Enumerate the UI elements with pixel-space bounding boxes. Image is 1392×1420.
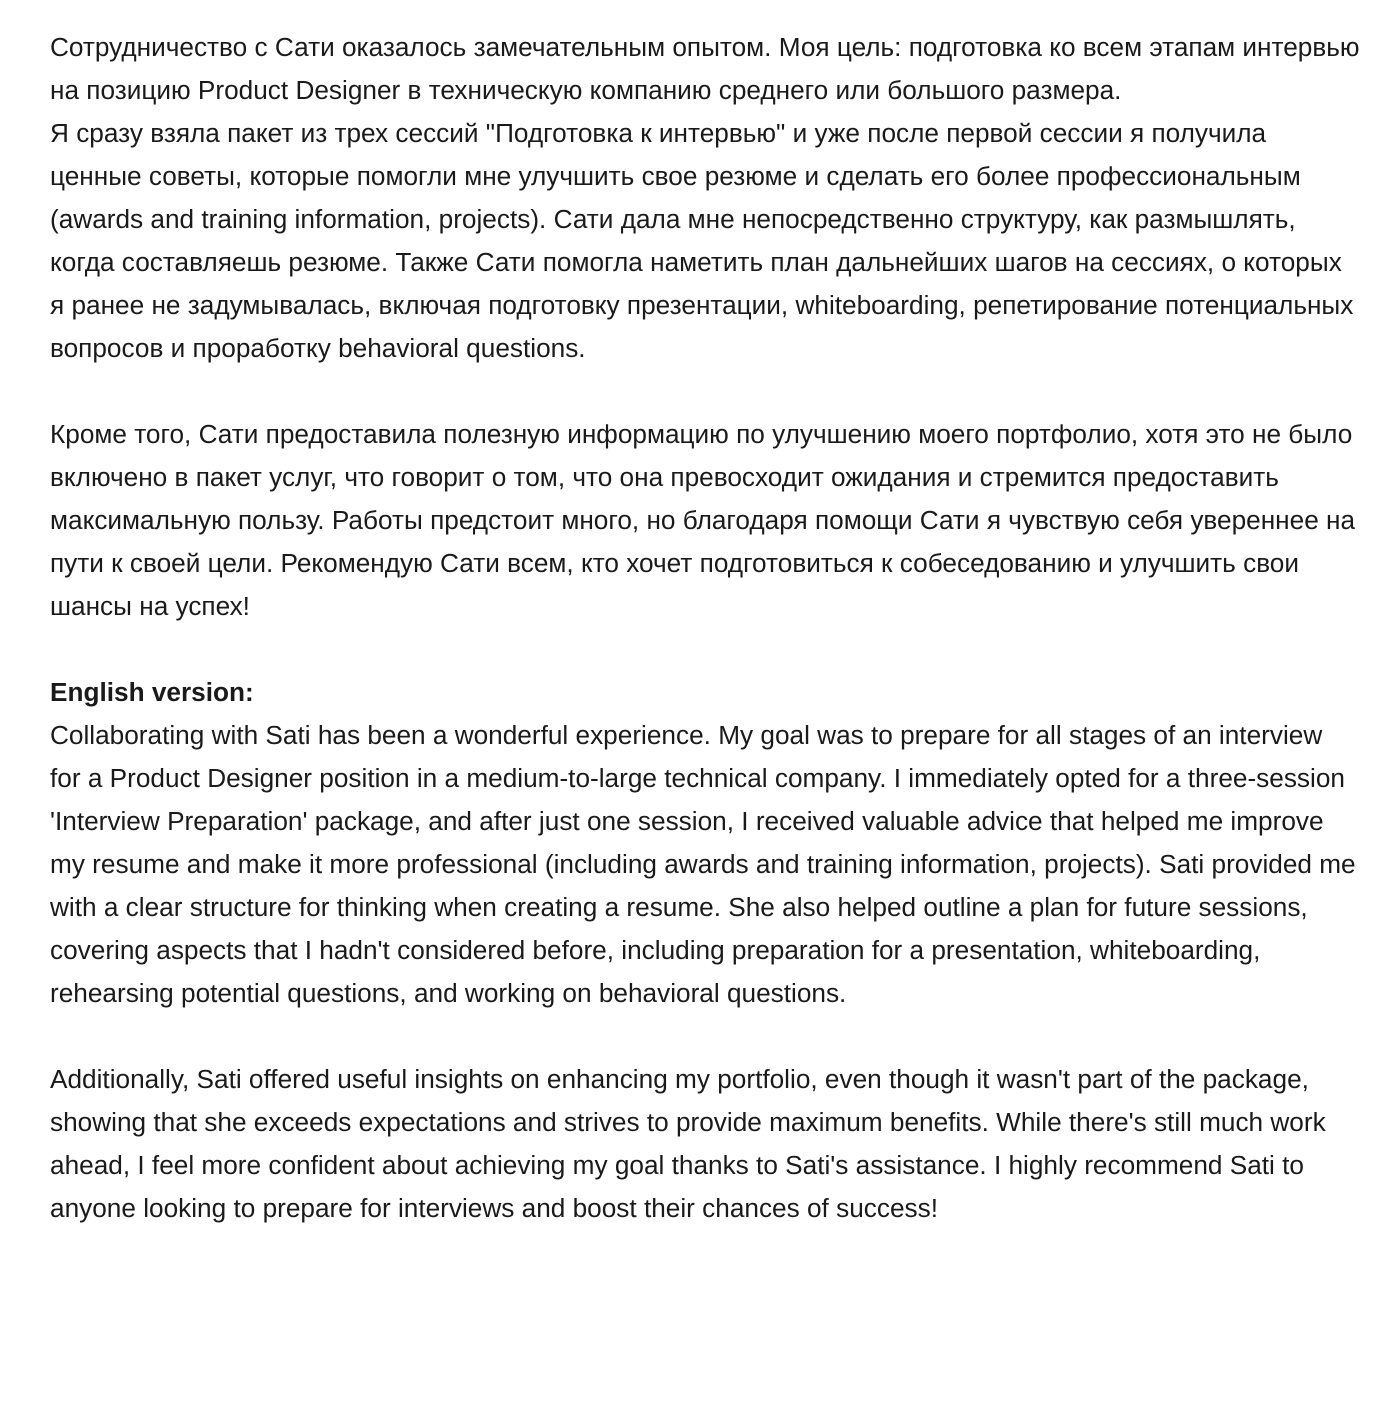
english-version-heading: English version:	[50, 677, 254, 707]
english-paragraph-1: Collaborating with Sati has been a wonderful experience. My goal was to prepare for all stages of an interview for a Product Designer position in a medium-to-large technical company. I immediately opted for a three-session 'Interview Preparation' package, and after just one session, I received valuable advice that helped me improve my resume and make it more professional (including awards and training information, projects). Sati provided me with a clear structure for thinking when creating a resume. She also helped outline a plan for future sessions, covering aspects that I hadn't considered before, including preparation for a presentation, whiteboarding, rehearsing potential questions, and working on behavioral questions.	[50, 720, 1356, 1008]
russian-paragraph-1-body: Я сразу взяла пакет из трех сессий "Подготовка к интервью" и уже после первой сессии я получила ценные советы, которые помогли мне улучшить свое резюме и сделать его более профессиональным (awards and training information, projects). Сати дала мне непосредственно структуру, как размышлять, когда составляешь резюме. Также Сати помогла наметить план дальнейших шагов на сессиях, о которых я ранее не задумывалась, включая подготовку презентации, whiteboarding, репетирование потенциальных вопросов и проработку behavioral questions.	[50, 118, 1354, 363]
russian-paragraph-2: Кроме того, Сати предоставила полезную информацию по улучшению моего портфолио, хотя это не было включено в пакет услуг, что говорит о том, что она превосходит ожидания и стремится предоставить максимальную пользу. Работы предстоит много, но благодаря помощи Сати я чувствую себя увереннее на пути к своей цели. Рекомендую Сати всем, кто хочет подготовиться к собеседованию и улучшить свои шансы на успех!	[50, 419, 1356, 621]
paragraph-spacer	[50, 370, 1360, 413]
paragraph-spacer	[50, 628, 1360, 671]
review-text	[50, 26, 1360, 1230]
paragraph-spacer	[50, 1015, 1360, 1058]
english-paragraph-2: Additionally, Sati offered useful insights on enhancing my portfolio, even though it wasn't part of the package, showing that she exceeds expectations and strives to provide maximum benefits. While there's still much work ahead, I feel more confident about achieving my goal thanks to Sati's assistance. I highly recommend Sati to anyone looking to prepare for interviews and boost their chances of success!	[50, 1064, 1326, 1223]
russian-paragraph-1-intro: Сотрудничество с Сати оказалось замечательным опытом. Моя цель: подготовка ко всем этапам интервью на позицию Product Designer в техническую компанию среднего или большого размера.	[50, 32, 1360, 105]
